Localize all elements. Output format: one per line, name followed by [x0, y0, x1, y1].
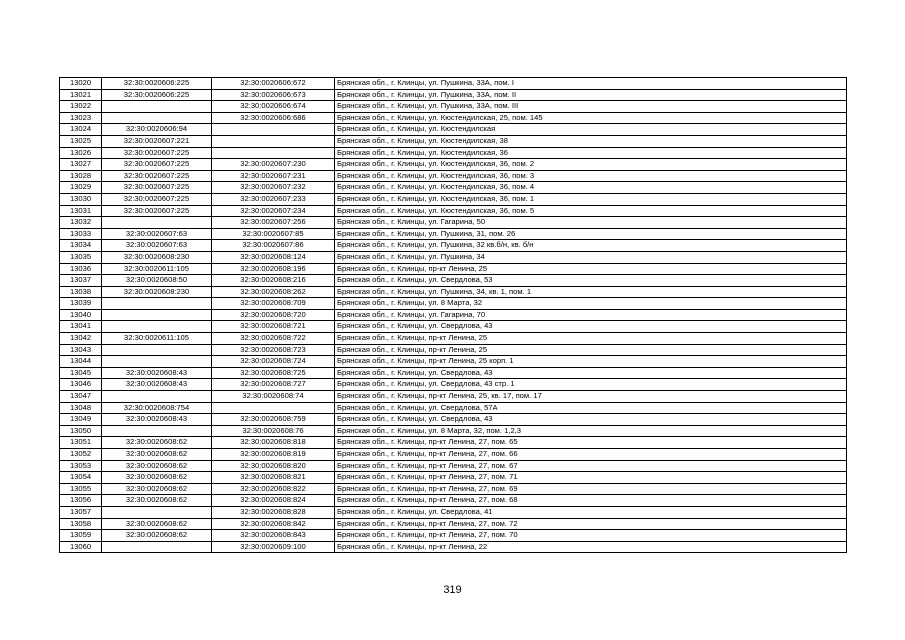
- parent-cadastral-cell: [102, 425, 212, 437]
- table-row: [60, 263, 847, 275]
- table-row: [60, 286, 847, 298]
- row-number-cell: 13037: [60, 275, 102, 287]
- address-cell: Брянская обл., г. Клинцы, ул. Свердлова, 43: [335, 367, 847, 379]
- cadastral-number-cell: 32:30:0020608:727: [212, 379, 335, 391]
- table-row: [60, 402, 847, 414]
- cadastral-number-cell: 32:30:0020609:100: [212, 541, 335, 553]
- cadastral-number-cell: 32:30:0020608:725: [212, 367, 335, 379]
- address-cell: Брянская обл., г. Клинцы, ул. Свердлова, 41: [335, 506, 847, 518]
- row-number-cell: 13032: [60, 217, 102, 229]
- table-row: [60, 298, 847, 310]
- table-row: [60, 124, 847, 136]
- row-number-cell: 13045: [60, 367, 102, 379]
- parent-cadastral-cell: [102, 298, 212, 310]
- table-row: [60, 437, 847, 449]
- parent-cadastral-cell: 32:30:0020608:62: [102, 472, 212, 484]
- address-cell: Брянская обл., г. Клинцы, ул. 8 Марта, 32, пом. 1,2,3: [335, 425, 847, 437]
- cadastral-number-cell: 32:30:0020608:720: [212, 309, 335, 321]
- address-cell: Брянская обл., г. Клинцы, пр-кт Ленина, 27, пом. 68: [335, 495, 847, 507]
- table-row: [60, 205, 847, 217]
- table-row: [60, 530, 847, 542]
- table-row: [60, 159, 847, 171]
- cadastral-number-cell: 32:30:0020608:822: [212, 483, 335, 495]
- cadastral-number-cell: 32:30:0020608:828: [212, 506, 335, 518]
- row-number-cell: 13052: [60, 449, 102, 461]
- cadastral-number-cell: 32:30:0020608:216: [212, 275, 335, 287]
- cadastral-number-cell: 32:30:0020607:234: [212, 205, 335, 217]
- parent-cadastral-cell: 32:30:0020607:63: [102, 228, 212, 240]
- cadastral-number-cell: 32:30:0020608:724: [212, 356, 335, 368]
- row-number-cell: 13039: [60, 298, 102, 310]
- parent-cadastral-cell: [102, 217, 212, 229]
- address-cell: Брянская обл., г. Клинцы, ул. Пушкина, 32 кв.б/н, кв. б/н: [335, 240, 847, 252]
- row-number-cell: 13047: [60, 391, 102, 403]
- cadastral-number-cell: 32:30:0020608:74: [212, 391, 335, 403]
- parent-cadastral-cell: 32:30:0020606:94: [102, 124, 212, 136]
- cadastral-number-cell: 32:30:0020608:722: [212, 333, 335, 345]
- parent-cadastral-cell: 32:30:0020608:754: [102, 402, 212, 414]
- address-cell: Брянская обл., г. Клинцы, ул. Кюстендилская, 36, пом. 2: [335, 159, 847, 171]
- table-row: [60, 495, 847, 507]
- parent-cadastral-cell: 32:30:0020607:225: [102, 182, 212, 194]
- cadastral-number-cell: 32:30:0020608:821: [212, 472, 335, 484]
- row-number-cell: 13054: [60, 472, 102, 484]
- cadastral-number-cell: 32:30:0020607:231: [212, 170, 335, 182]
- table-row: [60, 356, 847, 368]
- address-cell: Брянская обл., г. Клинцы, ул. Свердлова, 43 стр. 1: [335, 379, 847, 391]
- parent-cadastral-cell: [102, 356, 212, 368]
- parent-cadastral-cell: [102, 391, 212, 403]
- cadastral-number-cell: [212, 135, 335, 147]
- parent-cadastral-cell: 32:30:0020608:62: [102, 495, 212, 507]
- table-row: [60, 391, 847, 403]
- table-row: [60, 344, 847, 356]
- row-number-cell: 13033: [60, 228, 102, 240]
- parent-cadastral-cell: [102, 541, 212, 553]
- parent-cadastral-cell: [102, 101, 212, 113]
- cadastral-number-cell: 32:30:0020608:721: [212, 321, 335, 333]
- parent-cadastral-cell: 32:30:0020607:225: [102, 159, 212, 171]
- cadastral-number-cell: 32:30:0020608:820: [212, 460, 335, 472]
- address-cell: Брянская обл., г. Клинцы, пр-кт Ленина, 25, кв. 17, пом. 17: [335, 391, 847, 403]
- parent-cadastral-cell: [102, 321, 212, 333]
- parent-cadastral-cell: 32:30:0020611:105: [102, 263, 212, 275]
- parent-cadastral-cell: 32:30:0020607:225: [102, 193, 212, 205]
- cadastral-number-cell: 32:30:0020608:842: [212, 518, 335, 530]
- row-number-cell: 13042: [60, 333, 102, 345]
- address-cell: Брянская обл., г. Клинцы, ул. 8 Марта, 32: [335, 298, 847, 310]
- cadastral-number-cell: 32:30:0020606:673: [212, 89, 335, 101]
- cadastral-number-cell: [212, 147, 335, 159]
- row-number-cell: 13050: [60, 425, 102, 437]
- parent-cadastral-cell: [102, 309, 212, 321]
- cadastral-number-cell: 32:30:0020608:824: [212, 495, 335, 507]
- parent-cadastral-cell: 32:30:0020608:43: [102, 414, 212, 426]
- parent-cadastral-cell: 32:30:0020608:230: [102, 251, 212, 263]
- row-number-cell: 13040: [60, 309, 102, 321]
- parent-cadastral-cell: 32:30:0020608:62: [102, 460, 212, 472]
- parent-cadastral-cell: 32:30:0020608:62: [102, 483, 212, 495]
- table-row: [60, 78, 847, 90]
- parent-cadastral-cell: 32:30:0020608:62: [102, 518, 212, 530]
- table-row: [60, 147, 847, 159]
- parent-cadastral-cell: 32:30:0020608:62: [102, 449, 212, 461]
- row-number-cell: 13059: [60, 530, 102, 542]
- table-row: [60, 101, 847, 113]
- parent-cadastral-cell: 32:30:0020607:221: [102, 135, 212, 147]
- address-cell: Брянская обл., г. Клинцы, пр-кт Ленина, 27, пом. 72: [335, 518, 847, 530]
- row-number-cell: 13049: [60, 414, 102, 426]
- cadastral-number-cell: 32:30:0020608:759: [212, 414, 335, 426]
- row-number-cell: 13046: [60, 379, 102, 391]
- table-body: [60, 78, 847, 553]
- table-row: [60, 379, 847, 391]
- table-row: [60, 460, 847, 472]
- parent-cadastral-cell: 32:30:0020606:225: [102, 89, 212, 101]
- row-number-cell: 13058: [60, 518, 102, 530]
- row-number-cell: 13024: [60, 124, 102, 136]
- address-cell: Брянская обл., г. Клинцы, ул. Свердлова, 43: [335, 321, 847, 333]
- row-number-cell: 13026: [60, 147, 102, 159]
- table-row: [60, 275, 847, 287]
- address-cell: Брянская обл., г. Клинцы, ул. Пушкина, 31, пом. 26: [335, 228, 847, 240]
- cadastral-number-cell: 32:30:0020607:232: [212, 182, 335, 194]
- address-cell: Брянская обл., г. Клинцы, пр-кт Ленина, 27, пом. 70: [335, 530, 847, 542]
- table-row: [60, 251, 847, 263]
- address-cell: Брянская обл., г. Клинцы, ул. Пушкина, 34: [335, 251, 847, 263]
- cadastral-number-cell: 32:30:0020607:86: [212, 240, 335, 252]
- address-cell: Брянская обл., г. Клинцы, пр-кт Ленина, 25 корп. 1: [335, 356, 847, 368]
- cadastral-number-cell: 32:30:0020608:262: [212, 286, 335, 298]
- row-number-cell: 13044: [60, 356, 102, 368]
- row-number-cell: 13020: [60, 78, 102, 90]
- table-row: [60, 425, 847, 437]
- table-row: [60, 518, 847, 530]
- parent-cadastral-cell: 32:30:0020608:62: [102, 530, 212, 542]
- cadastral-number-cell: 32:30:0020608:76: [212, 425, 335, 437]
- parent-cadastral-cell: 32:30:0020607:225: [102, 147, 212, 159]
- address-cell: Брянская обл., г. Клинцы, ул. Кюстендилская, 36, пом. 4: [335, 182, 847, 194]
- address-cell: Брянская обл., г. Клинцы, пр-кт Ленина, 25: [335, 333, 847, 345]
- cadastral-number-cell: 32:30:0020608:709: [212, 298, 335, 310]
- page-number: 319: [443, 584, 462, 596]
- table-row: [60, 182, 847, 194]
- table-row: [60, 483, 847, 495]
- parent-cadastral-cell: 32:30:0020611:105: [102, 333, 212, 345]
- address-cell: Брянская обл., г. Клинцы, ул. Свердлова, 57А: [335, 402, 847, 414]
- parent-cadastral-cell: 32:30:0020608:43: [102, 379, 212, 391]
- parent-cadastral-cell: 32:30:0020607:225: [102, 205, 212, 217]
- row-number-cell: 13043: [60, 344, 102, 356]
- row-number-cell: 13034: [60, 240, 102, 252]
- address-cell: Брянская обл., г. Клинцы, пр-кт Ленина, 27, пом. 71: [335, 472, 847, 484]
- address-cell: Брянская обл., г. Клинцы, пр-кт Ленина, 25: [335, 263, 847, 275]
- row-number-cell: 13030: [60, 193, 102, 205]
- cadastral-number-cell: 32:30:0020608:723: [212, 344, 335, 356]
- table-row: [60, 449, 847, 461]
- cadastral-number-cell: 32:30:0020606:672: [212, 78, 335, 90]
- parent-cadastral-cell: 32:30:0020608:43: [102, 367, 212, 379]
- cadastral-number-cell: 32:30:0020606:686: [212, 112, 335, 124]
- cadastral-number-cell: 32:30:0020607:233: [212, 193, 335, 205]
- address-cell: Брянская обл., г. Клинцы, пр-кт Ленина, 22: [335, 541, 847, 553]
- row-number-cell: 13056: [60, 495, 102, 507]
- cadastral-number-cell: 32:30:0020606:674: [212, 101, 335, 113]
- parent-cadastral-cell: 32:30:0020607:63: [102, 240, 212, 252]
- address-cell: Брянская обл., г. Клинцы, ул. Пушкина, 33А, пом. I: [335, 78, 847, 90]
- address-cell: Брянская обл., г. Клинцы, ул. Свердлова, 53: [335, 275, 847, 287]
- address-cell: Брянская обл., г. Клинцы, пр-кт Ленина, 27, пом. 67: [335, 460, 847, 472]
- row-number-cell: 13029: [60, 182, 102, 194]
- table-row: [60, 414, 847, 426]
- parent-cadastral-cell: 32:30:0020608:230: [102, 286, 212, 298]
- row-number-cell: 13023: [60, 112, 102, 124]
- row-number-cell: 13027: [60, 159, 102, 171]
- row-number-cell: 13053: [60, 460, 102, 472]
- address-cell: Брянская обл., г. Клинцы, пр-кт Ленина, 25: [335, 344, 847, 356]
- parent-cadastral-cell: 32:30:0020608:62: [102, 437, 212, 449]
- table-row: [60, 541, 847, 553]
- row-number-cell: 13041: [60, 321, 102, 333]
- address-cell: Брянская обл., г. Клинцы, пр-кт Ленина, 27, пом. 66: [335, 449, 847, 461]
- row-number-cell: 13036: [60, 263, 102, 275]
- parent-cadastral-cell: 32:30:0020606:225: [102, 78, 212, 90]
- cadastral-number-cell: [212, 402, 335, 414]
- cadastral-number-cell: 32:30:0020608:818: [212, 437, 335, 449]
- address-cell: Брянская обл., г. Клинцы, ул. Кюстендилская, 36, пом. 5: [335, 205, 847, 217]
- parent-cadastral-cell: 32:30:0020607:225: [102, 170, 212, 182]
- address-cell: Брянская обл., г. Клинцы, ул. Кюстендилская, 36: [335, 147, 847, 159]
- address-cell: Брянская обл., г. Клинцы, пр-кт Ленина, 27, пом. 69: [335, 483, 847, 495]
- address-cell: Брянская обл., г. Клинцы, ул. Пушкина, 34, кв. 1, пом. 1: [335, 286, 847, 298]
- parent-cadastral-cell: [102, 344, 212, 356]
- table-row: [60, 333, 847, 345]
- table-row: [60, 506, 847, 518]
- address-cell: Брянская обл., г. Клинцы, ул. Кюстендилская, 36, пом. 3: [335, 170, 847, 182]
- table-row: [60, 228, 847, 240]
- address-cell: Брянская обл., г. Клинцы, ул. Свердлова, 43: [335, 414, 847, 426]
- table-row: [60, 367, 847, 379]
- parent-cadastral-cell: 32:30:0020608:50: [102, 275, 212, 287]
- table-row: [60, 135, 847, 147]
- row-number-cell: 13028: [60, 170, 102, 182]
- table-row: [60, 240, 847, 252]
- row-number-cell: 13060: [60, 541, 102, 553]
- row-number-cell: 13057: [60, 506, 102, 518]
- parent-cadastral-cell: [102, 506, 212, 518]
- row-number-cell: 13022: [60, 101, 102, 113]
- row-number-cell: 13021: [60, 89, 102, 101]
- cadastral-number-cell: 32:30:0020607:85: [212, 228, 335, 240]
- cadastral-number-cell: 32:30:0020608:843: [212, 530, 335, 542]
- table-row: [60, 321, 847, 333]
- row-number-cell: 13038: [60, 286, 102, 298]
- cadastral-number-cell: 32:30:0020608:124: [212, 251, 335, 263]
- address-cell: Брянская обл., г. Клинцы, ул. Кюстендилская, 38: [335, 135, 847, 147]
- address-cell: Брянская обл., г. Клинцы, ул. Кюстендилская: [335, 124, 847, 136]
- row-number-cell: 13055: [60, 483, 102, 495]
- cadastral-number-cell: 32:30:0020608:819: [212, 449, 335, 461]
- address-cell: Брянская обл., г. Клинцы, пр-кт Ленина, 27, пом. 65: [335, 437, 847, 449]
- table-row: [60, 309, 847, 321]
- table-row: [60, 170, 847, 182]
- parent-cadastral-cell: [102, 112, 212, 124]
- table-row: [60, 472, 847, 484]
- cadastral-number-cell: 32:30:0020608:196: [212, 263, 335, 275]
- row-number-cell: 13048: [60, 402, 102, 414]
- address-cell: Брянская обл., г. Клинцы, ул. Гагарина, 50: [335, 217, 847, 229]
- row-number-cell: 13051: [60, 437, 102, 449]
- address-cell: Брянская обл., г. Клинцы, ул. Кюстендилская, 36, пом. 1: [335, 193, 847, 205]
- address-cell: Брянская обл., г. Клинцы, ул. Гагарина, 70: [335, 309, 847, 321]
- row-number-cell: 13031: [60, 205, 102, 217]
- cadastral-table: [59, 77, 847, 553]
- table-row: [60, 112, 847, 124]
- address-cell: Брянская обл., г. Клинцы, ул. Пушкина, 33А, пом. II: [335, 89, 847, 101]
- cadastral-number-cell: 32:30:0020607:230: [212, 159, 335, 171]
- address-cell: Брянская обл., г. Клинцы, ул. Кюстендилская, 25, пом. 145: [335, 112, 847, 124]
- cadastral-number-cell: 32:30:0020607:256: [212, 217, 335, 229]
- cadastral-number-cell: [212, 124, 335, 136]
- table-row: [60, 89, 847, 101]
- row-number-cell: 13035: [60, 251, 102, 263]
- table-row: [60, 217, 847, 229]
- table-row: [60, 193, 847, 205]
- address-cell: Брянская обл., г. Клинцы, ул. Пушкина, 33А, пом. III: [335, 101, 847, 113]
- row-number-cell: 13025: [60, 135, 102, 147]
